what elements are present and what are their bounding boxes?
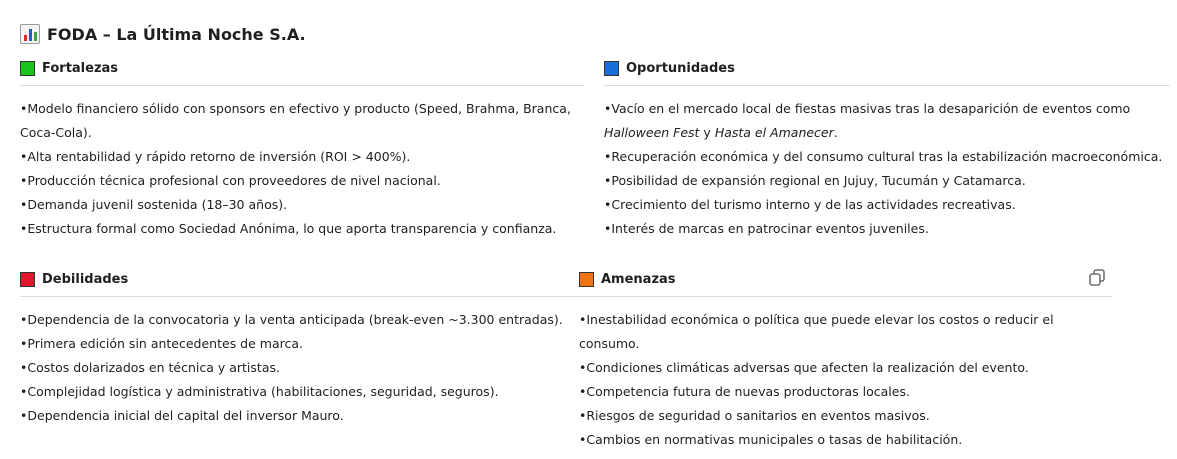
debilidades-section — [20, 267, 580, 428]
list-item-emphasis: Halloween Fest — [604, 125, 700, 140]
list-item: • Crecimiento del turismo interno y de las actividades recreativas. — [604, 193, 1170, 217]
oportunidades-header — [604, 56, 1170, 86]
list-item-text: Vacío en el mercado local de fiestas masivas tras la desaparición de eventos como — [611, 101, 1131, 116]
bar-chart-icon — [20, 24, 40, 44]
page-title — [20, 22, 306, 46]
list-item: • Demanda juvenil sostenida (18–30 años). — [20, 193, 585, 217]
amenazas-section — [579, 267, 1112, 452]
green-square-icon — [20, 61, 35, 76]
copy-icon[interactable] — [1088, 268, 1106, 286]
fortalezas-header — [20, 56, 585, 86]
list-item: • Producción técnica profesional con proveedores de nivel nacional. — [20, 169, 585, 193]
debilidades-list — [20, 308, 580, 428]
list-item: • Complejidad logística y administrativa (habilitaciones, seguridad, seguros). — [20, 380, 580, 404]
amenazas-list — [579, 308, 1112, 452]
list-item: • Posibilidad de expansión regional en Jujuy, Tucumán y Catamarca. — [604, 169, 1170, 193]
orange-square-icon — [579, 272, 594, 287]
oportunidades-section — [604, 56, 1170, 241]
list-item: • Estructura formal como Sociedad Anónima, lo que aporta transparencia y confianza. — [20, 217, 585, 241]
red-square-icon — [20, 272, 35, 287]
list-item-emphasis: Hasta el Amanecer — [714, 125, 834, 140]
oportunidades-title: Oportunidades — [626, 60, 735, 76]
fortalezas-section — [20, 56, 585, 241]
list-item: • Recuperación económica y del consumo cultural tras la estabilización macroeconómica. — [604, 145, 1170, 169]
list-item: • Condiciones climáticas adversas que afecten la realización del evento. — [579, 356, 1112, 380]
list-item-text: y — [699, 125, 715, 140]
oportunidades-list — [604, 97, 1170, 241]
page-title-text: FODA – La Última Noche S.A. — [47, 24, 306, 44]
amenazas-title: Amenazas — [601, 271, 676, 287]
list-item: • Inestabilidad económica o política que puede elevar los costos o reducir el consumo. — [579, 308, 1112, 356]
list-item: • Riesgos de seguridad o sanitarios en eventos masivos. — [579, 404, 1112, 428]
list-item: • Dependencia de la convocatoria y la venta anticipada (break-even ~3.300 entradas). — [20, 308, 580, 332]
amenazas-header — [579, 267, 1112, 297]
fortalezas-list — [20, 97, 585, 241]
list-item: • Primera edición sin antecedentes de marca. — [20, 332, 580, 356]
list-item: • Cambios en normativas municipales o tasas de habilitación. — [579, 428, 1112, 452]
list-item: • Dependencia inicial del capital del inversor Mauro. — [20, 404, 580, 428]
fortalezas-title: Fortalezas — [42, 60, 119, 76]
debilidades-header — [20, 267, 580, 297]
list-item — [604, 97, 1170, 145]
list-item-text: . — [833, 125, 838, 140]
list-item: • Modelo financiero sólido con sponsors en efectivo y producto (Speed, Brahma, Branca, Coca-Cola). — [20, 97, 585, 145]
list-item: • Competencia futura de nuevas productoras locales. — [579, 380, 1112, 404]
debilidades-title: Debilidades — [42, 271, 129, 287]
list-item: • Costos dolarizados en técnica y artistas. — [20, 356, 580, 380]
blue-square-icon — [604, 61, 619, 76]
list-item: • Interés de marcas en patrocinar eventos juveniles. — [604, 217, 1170, 241]
list-item: • Alta rentabilidad y rápido retorno de inversión (ROI > 400%). — [20, 145, 585, 169]
